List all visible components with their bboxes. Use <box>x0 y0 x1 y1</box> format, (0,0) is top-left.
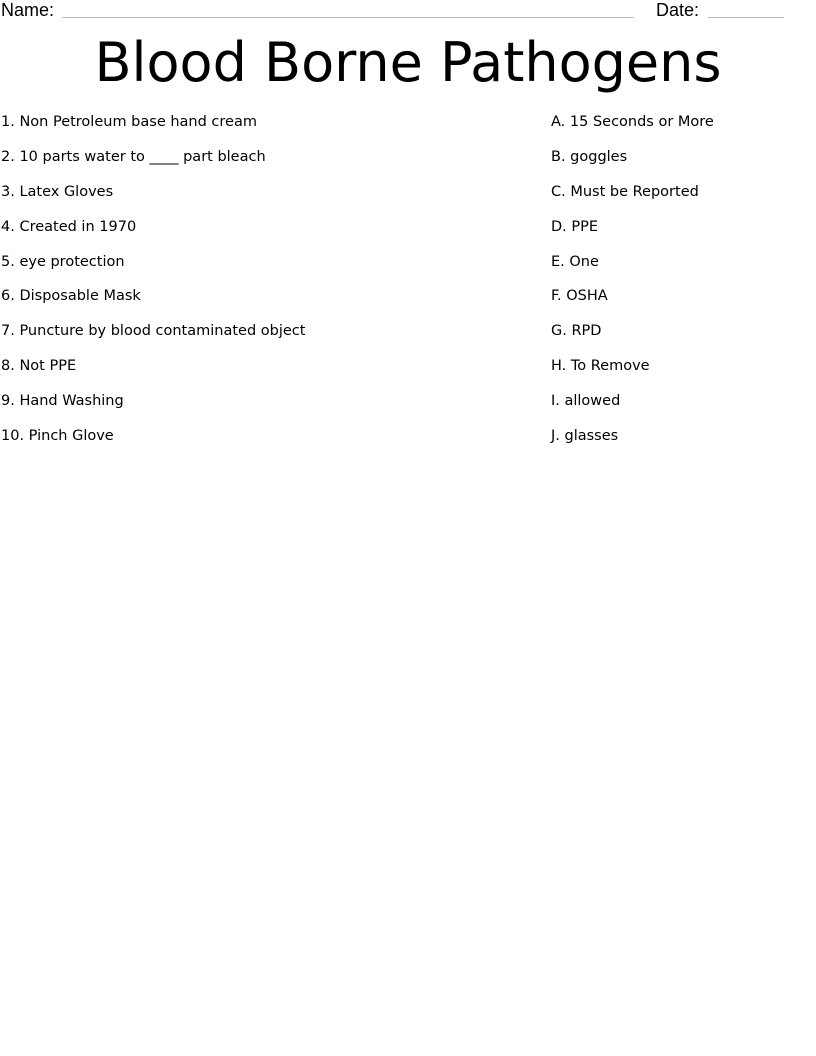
answer-item: F. OSHA <box>551 288 608 305</box>
answer-item: H. To Remove <box>551 358 650 375</box>
question-item: 6. Disposable Mask <box>1 288 141 305</box>
question-item: 3. Latex Gloves <box>1 183 114 200</box>
header-row <box>0 0 816 22</box>
answer-item: A. 15 Seconds or More <box>551 114 714 130</box>
name-field[interactable] <box>62 17 634 18</box>
question-item: 9. Hand Washing <box>1 393 124 410</box>
answers-list <box>551 111 811 460</box>
answer-item: I. allowed <box>551 393 621 410</box>
question-item: 10. Pinch Glove <box>1 428 114 445</box>
date-label: Date: <box>656 0 700 20</box>
question-item: 5. eye protection <box>1 253 125 270</box>
answer-item: G. RPD <box>551 323 602 340</box>
answer-item: E. One <box>551 253 599 270</box>
questions-list <box>1 111 521 460</box>
page-title: Blood Borne Pathogens <box>94 31 722 94</box>
answer-item: D. PPE <box>551 218 599 235</box>
answer-item: C. Must be Reported <box>551 183 699 200</box>
name-label: Name: <box>1 0 55 20</box>
question-item: 8. Not PPE <box>1 358 77 375</box>
date-field[interactable] <box>708 17 784 18</box>
answer-item: J. glasses <box>551 428 619 445</box>
question-item: 2. 10 parts water to ____ part bleach <box>1 148 266 165</box>
question-item: 4. Created in 1970 <box>1 218 137 235</box>
question-item: 7. Puncture by blood contaminated object <box>1 323 306 340</box>
question-item: 1. Non Petroleum base hand cream <box>1 114 257 130</box>
answer-item: B. goggles <box>551 148 628 165</box>
